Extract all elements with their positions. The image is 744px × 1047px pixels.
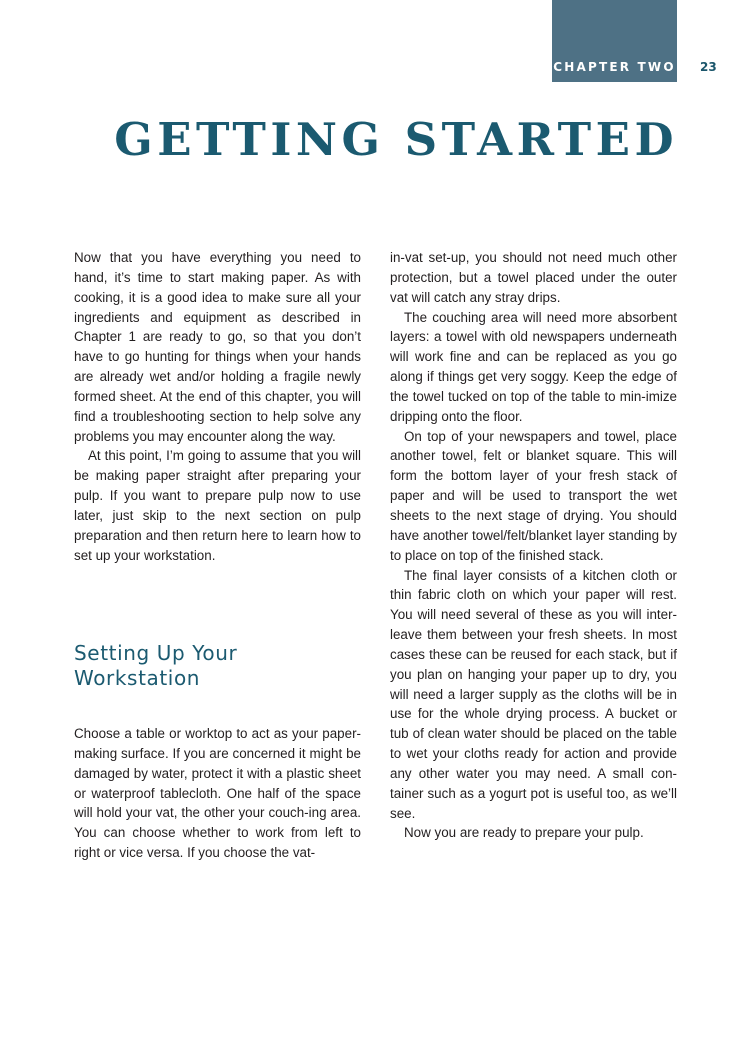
left-column-section [74,724,361,863]
paragraph: Now you are ready to prepare your pulp. [404,825,644,841]
paragraph: The couching area will need more absorbent layers: a towel with old newspapers underneath will work fine and can be replaced as you go along if things get very soggy. Keep the edge of the towel tucked on top of the table to min-imize dripping onto the floor. [390,309,677,424]
section-heading [74,641,237,691]
left-column-intro [74,248,361,566]
section-heading-line2: Workstation [74,666,201,690]
right-column [390,248,677,843]
chapter-label: CHAPTER TWO [553,60,676,74]
paragraph: Now that you have everything you need to hand, it’s time to start making paper. As with cooking, it is a good idea to make sure all your ingredients and equipment as described in Chapter 1 are ready to go, so that you don’t have to go hunting for things when your hands are already wet and/or holding a fragile newly formed sheet. At the end of this chapter, you will find a troubleshooting section to help solve any problems you may encounter along the way. [74,250,361,444]
paragraph: On top of your newspapers and towel, place another towel, felt or blanket square. This will form the bottom layer of your fresh stack of paper and will be used to transport the wet sheets to the next stage of drying. You should have another towel/felt/blanket layer standing by to place on top of the finished stack. [390,428,677,563]
page-title: GETTING STARTED [114,113,678,166]
paragraph: in-vat set-up, you should not need much other protection, but a towel placed under the outer vat will catch any stray drips. [390,250,677,305]
page-number: 23 [700,60,717,74]
paragraph: The final layer consists of a kitchen cloth or thin fabric cloth on which your paper will rest. You will need several of these as you will inter-leave them between your fresh sheets. In most cases these can be reused for each stack, but if you plan on hanging your paper up to dry, you will need a larger supply as the cloths will be in use for the whole drying process. A bucket or tub of clean water should be placed on the table to wet your cloths ready for action and provide any other water you may need. A small con-tainer such as a yogurt pot is useful too, as we’ll see. [390,567,677,821]
chapter-tab [552,0,677,82]
paragraph: At this point, I’m going to assume that you will be making paper straight after preparing your pulp. If you want to prepare pulp now to use later, just skip to the next section on pulp preparation and then return here to learn how to set up your workstation. [74,448,361,563]
paragraph: Choose a table or worktop to act as your paper-making surface. If you are concerned it might be damaged by water, protect it with a plastic sheet or waterproof tablecloth. One half of the space will hold your vat, the other your couch-ing area. You can choose whether to work from left to right or vice versa. If you choose the vat- [74,726,361,861]
section-heading-line1: Setting Up Your [74,641,238,665]
